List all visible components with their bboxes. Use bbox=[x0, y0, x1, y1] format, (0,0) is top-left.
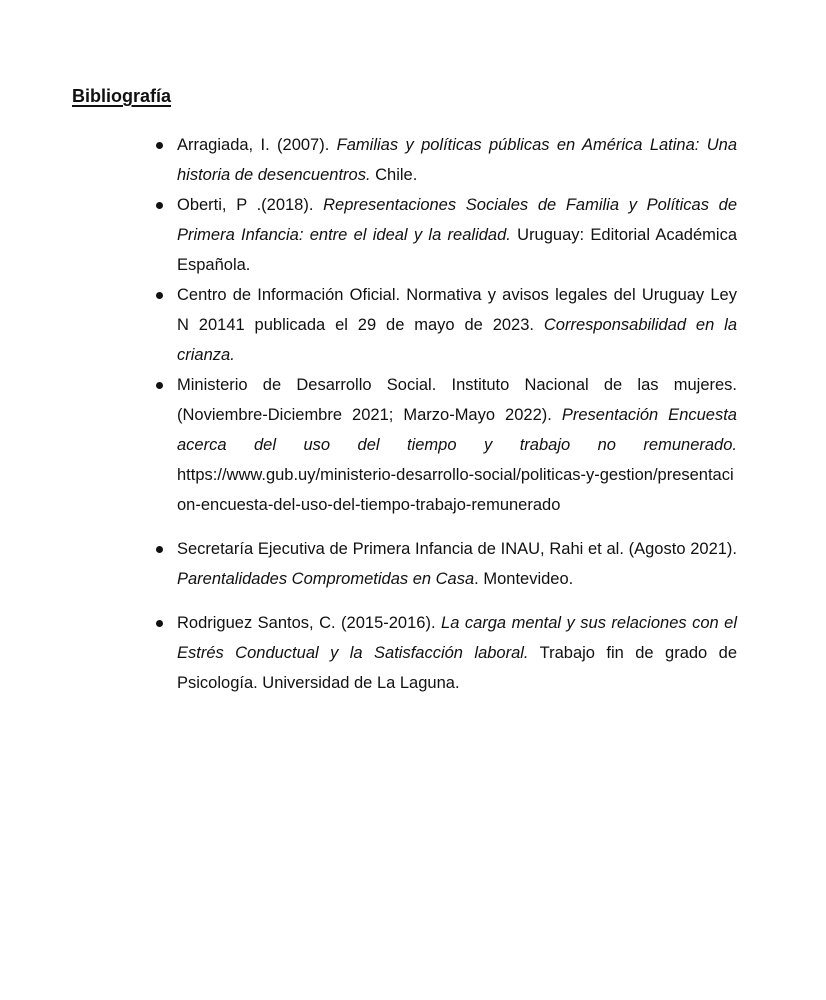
entry-text: Centro de Información Oficial. Normativa y avisos legales del Uruguay Ley N 20141 publicada el 29 de mayo de 2023. bbox=[177, 286, 737, 334]
entry-title: Parentalidades Comprometidas en Casa bbox=[177, 570, 475, 588]
entry-text: Uruguay: Editorial Académica Española. bbox=[177, 226, 737, 274]
bibliography-list bbox=[155, 130, 737, 698]
entry-title: Corresponsabilidad en la crianza. bbox=[177, 316, 737, 364]
entry-text: Oberti, P .(2018). bbox=[177, 196, 324, 214]
bibliography-entry bbox=[155, 130, 737, 190]
bibliography-entry bbox=[155, 370, 737, 520]
entry-title: Representaciones Sociales de Familia y Políticas de Primera Infancia: entre el ideal y la realidad. bbox=[177, 196, 737, 244]
entry-title: Presentación Encuesta acerca del uso del tiempo y trabajo no remunerado. bbox=[177, 406, 737, 454]
bibliography-entry bbox=[155, 534, 737, 594]
entry-text: Ministerio de Desarrollo Social. Instituto Nacional de las mujeres. (Noviembre-Diciembre 2021; Marzo-Mayo 2022). bbox=[177, 376, 737, 424]
entry-text: Rodriguez Santos, C. (2015-2016). bbox=[177, 614, 442, 632]
entry-text: Arragiada, I. (2007). bbox=[177, 136, 337, 154]
bibliography-entry bbox=[155, 608, 737, 698]
entry-text: Secretaría Ejecutiva de Primera Infancia de INAU, Rahi et al. (Agosto 2021). bbox=[177, 540, 737, 558]
entry-title: La carga mental y sus relaciones con el Estrés Conductual y la Satisfacción laboral. bbox=[177, 614, 738, 662]
entry-text: Chile. bbox=[370, 166, 418, 184]
entry-text: . Montevideo. bbox=[474, 570, 574, 588]
entry-text: Trabajo fin de grado de Psicología. Universidad de La Laguna. bbox=[177, 644, 737, 692]
bibliography-entry bbox=[155, 190, 737, 280]
bibliography-heading: Bibliografía bbox=[72, 86, 172, 106]
bibliography-entry bbox=[155, 280, 737, 370]
entry-url: https://www.gub.uy/ministerio-desarrollo-social/politicas-y-gestion/presentacion-encuesta-del-uso-del-tiempo-trabajo-remunerado bbox=[177, 466, 734, 514]
entry-title: Familias y políticas públicas en América Latina: Una historia de desencuentros. bbox=[177, 136, 738, 184]
